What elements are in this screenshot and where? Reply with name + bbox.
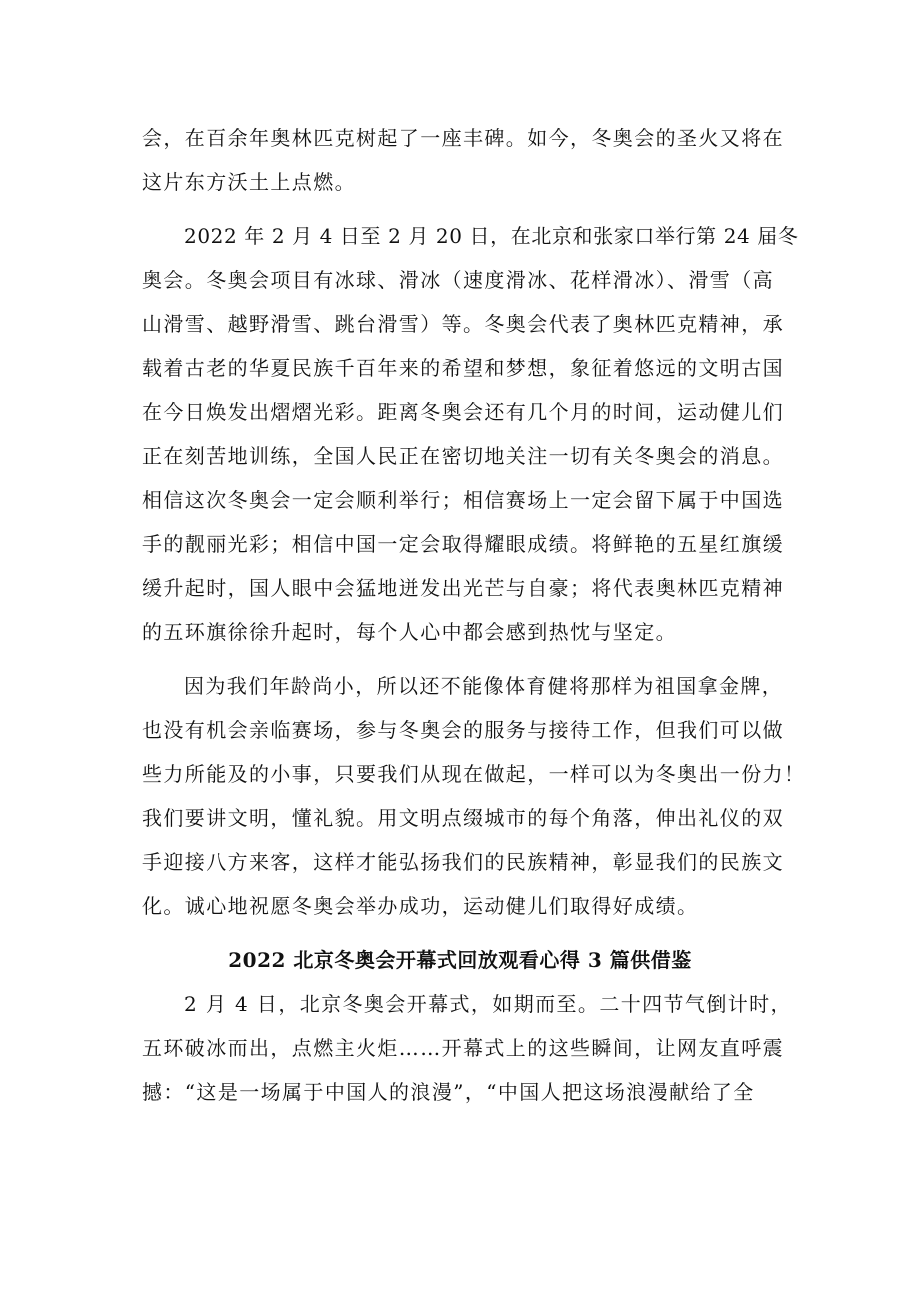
text-line: 化。诚心地祝愿冬奥会举办成功，运动健儿们取得好成绩。	[142, 894, 699, 918]
text-line: 载着古老的华夏民族千百年来的希望和梦想，象征着悠远的文明古国	[142, 356, 784, 380]
text-line: 缓升起时，国人眼中会猛地迸发出光芒与自豪；将代表奥林匹克精神	[142, 576, 784, 600]
text-line: 些力所能及的小事，只要我们从现在做起，一样可以为冬奥出一份力！	[142, 762, 806, 786]
text-line: 的五环旗徐徐升起时，每个人心中都会感到热忱与坚定。	[142, 620, 677, 644]
paragraph	[0, 982, 920, 1114]
text-line: 因为我们年龄尚小，所以还不能像体育健将那样为祖国拿金牌，	[184, 674, 784, 698]
text-line: 手迎接八方来客，这样才能弘扬我们的民族精神，彰显我们的民族文	[142, 850, 784, 874]
text-line: 山滑雪、越野滑雪、跳台滑雪）等。冬奥会代表了奥林匹克精神，承	[142, 312, 784, 336]
text-line: 2022 年 2 月 4 日至 2 月 20 日，在北京和张家口举行第 24 届冬	[184, 224, 799, 248]
paragraph	[0, 214, 920, 654]
paragraph	[0, 116, 920, 204]
text-line: 五环破冰而出，点燃主火炬……开幕式上的这些瞬间，让网友直呼震	[142, 1036, 784, 1060]
paragraph	[0, 664, 920, 928]
document-body	[0, 116, 920, 1114]
text-line: 2 月 4 日，北京冬奥会开幕式，如期而至。二十四节气倒计时，	[184, 992, 792, 1016]
text-line: 我们要讲文明，懂礼貌。用文明点缀城市的每个角落，伸出礼仪的双	[142, 806, 784, 830]
text-line: 正在刻苦地训练，全国人民正在密切地关注一切有关冬奥会的消息。	[142, 444, 784, 468]
text-line: 相信这次冬奥会一定会顺利举行；相信赛场上一定会留下属于中国选	[142, 488, 784, 512]
text-line: 在今日焕发出熠熠光彩。距离冬奥会还有几个月的时间，运动健儿们	[142, 400, 784, 424]
text-line: 奥会。冬奥会项目有冰球、滑冰（速度滑冰、花样滑冰）、滑雪（高	[142, 268, 774, 292]
text-line: 手的靓丽光彩；相信中国一定会取得耀眼成绩。将鲜艳的五星红旗缓	[142, 532, 784, 556]
text-line: 会，在百余年奥林匹克树起了一座丰碑。如今，冬奥会的圣火又将在	[142, 126, 784, 150]
text-line: 这片东方沃土上点燃。	[142, 170, 356, 194]
text-line: 撼：“这是一场属于中国人的浪漫”，“中国人把这场浪漫献给了全	[142, 1080, 755, 1104]
section-heading: 2022 北京冬奥会开幕式回放观看心得 3 篇供借鉴	[228, 948, 692, 972]
text-line: 也没有机会亲临赛场，参与冬奥会的服务与接待工作，但我们可以做	[142, 718, 784, 742]
